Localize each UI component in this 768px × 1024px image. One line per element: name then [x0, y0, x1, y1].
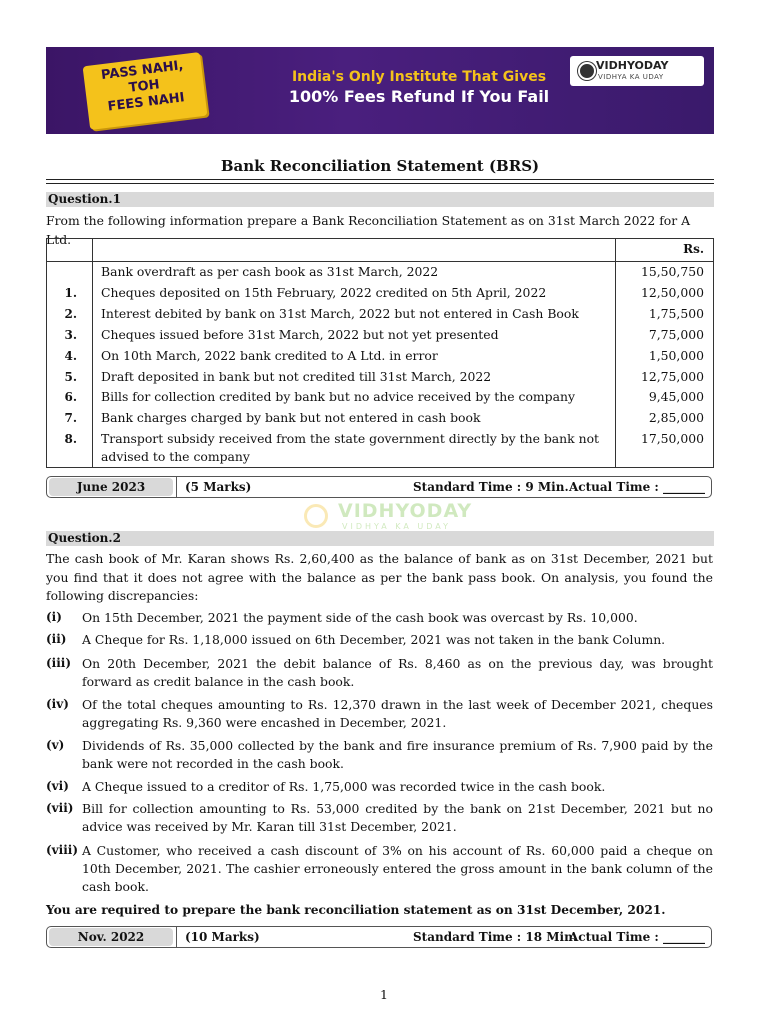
row-amount: 2,85,000 [648, 410, 704, 425]
row-number: 4. [64, 349, 77, 363]
sun-icon [304, 504, 328, 528]
watermark [298, 500, 473, 534]
actual-time: Actual Time : _______ [569, 480, 706, 494]
title-rule-bottom [46, 183, 714, 184]
logo-icon [578, 62, 596, 80]
row-amount: 1,50,000 [648, 348, 704, 363]
ribbon-text: PASS NAHI, TOH FEES NAHI [100, 58, 186, 115]
row-number: 3. [64, 328, 77, 342]
item-number: (viii) [46, 843, 79, 857]
item-text: Dividends of Rs. 35,000 collected by the bank and fire insurance premium of Rs. 7,900 paid by the bank were not recorded in the cash book. [82, 738, 713, 771]
row-number: 7. [64, 411, 77, 425]
row-description: Bank overdraft as per cash book as 31st March, 2022 [101, 264, 439, 279]
watermark-subtitle: VIDHYA KA UDAY [342, 522, 452, 531]
row-amount: 12,75,000 [640, 369, 704, 384]
question-2-info-bar [46, 926, 712, 948]
amount-header: Rs. [683, 242, 704, 256]
info-divider [176, 927, 177, 947]
question-1-table [46, 238, 714, 468]
question-2-label: Question.2 [46, 531, 714, 546]
question-1-label: Question.1 [46, 192, 714, 207]
row-description: Bank charges charged by bank but not entered in cash book [101, 410, 481, 425]
row-number: 1. [64, 286, 77, 300]
item-text: A Cheque issued to a creditor of Rs. 1,75,000 was recorded twice in the cash book. [82, 779, 606, 794]
row-description: On 10th March, 2022 bank credited to A Ltd. in error [101, 348, 438, 363]
item-text: On 20th December, 2021 the debit balance of Rs. 8,460 as on the previous day, was brought forward as credit balance in the cash book. [82, 656, 713, 689]
actual-time: Actual Time : _______ [569, 930, 706, 944]
row-amount: 15,50,750 [640, 264, 704, 279]
marks-label: (5 Marks) [185, 480, 252, 494]
row-amount: 12,50,000 [640, 285, 704, 300]
banner-tagline-1: India's Only Institute That Gives [291, 69, 547, 85]
row-amount: 17,50,000 [640, 431, 704, 446]
table-divider [92, 239, 93, 467]
item-number: (iii) [46, 656, 72, 670]
marks-label: (10 Marks) [185, 930, 260, 944]
standard-time: Standard Time : 9 Min. [413, 480, 569, 494]
watermark-name: VIDHYODAY [338, 500, 473, 522]
row-description: Transport subsidy received from the state government directly by the bank not advised to the company [101, 431, 600, 464]
row-number: 5. [64, 370, 77, 384]
question-1-info-bar [46, 476, 712, 498]
title-rule-top [46, 179, 714, 180]
item-number: (iv) [46, 697, 69, 711]
question-2-instruction: You are required to prepare the bank reconciliation statement as on 31st December, 2021. [46, 903, 666, 917]
item-number: (vii) [46, 801, 74, 815]
logo-subtitle: VIDHYA KA UDAY [598, 73, 664, 81]
row-number: 8. [64, 432, 77, 446]
item-number: (v) [46, 738, 65, 752]
item-text: Bill for collection amounting to Rs. 53,000 credited by the bank on 21st December, 2021 but no advice was received by Mr. Karan till 31st December, 2021. [82, 801, 713, 834]
exam-session: Nov. 2022 [49, 928, 173, 946]
row-description: Draft deposited in bank but not credited till 31st March, 2022 [101, 369, 492, 384]
row-description: Interest debited by bank on 31st March, 2022 but not entered in Cash Book [101, 306, 579, 321]
item-text: On 15th December, 2021 the payment side of the cash book was overcast by Rs. 10,000. [82, 610, 638, 625]
promo-banner [46, 47, 714, 134]
question-2-intro: The cash book of Mr. Karan shows Rs. 2,60,400 as the balance of bank as on 31st December, 2021 but you find that it does not agree with the balance as per the bank pass book. On analysis, you found the following discrepancies: [46, 551, 713, 603]
row-number: 6. [64, 390, 77, 404]
question-1-intro: From the following information prepare a Bank Reconciliation Statement as on 31st March 2022 for A Ltd. [46, 213, 691, 247]
item-number: (vi) [46, 779, 69, 793]
banner-tagline-2: 100% Fees Refund If You Fail [288, 87, 550, 106]
row-description: Cheques deposited on 15th February, 2022 credited on 5th April, 2022 [101, 285, 547, 300]
row-description: Cheques issued before 31st March, 2022 but not yet presented [101, 327, 499, 342]
item-number: (ii) [46, 632, 67, 646]
item-number: (i) [46, 610, 62, 624]
logo-name: VIDHYODAY [596, 59, 669, 72]
page-number: 1 [380, 987, 388, 1002]
item-text: A Customer, who received a cash discount of 3% on his account of Rs. 60,000 paid a cheque on 10th December, 2021. The cashier erroneously entered the gross amount in the bank column of the cash book. [82, 843, 713, 894]
row-description: Bills for collection credited by bank but no advice received by the company [101, 389, 575, 404]
row-amount: 1,75,500 [648, 306, 704, 321]
item-text: Of the total cheques amounting to Rs. 12,370 drawn in the last week of December 2021, cheques aggregating Rs. 9,360 were encashed in December, 2021. [82, 697, 713, 730]
row-amount: 9,45,000 [648, 389, 704, 404]
exam-session: June 2023 [49, 478, 173, 496]
row-amount: 7,75,000 [648, 327, 704, 342]
table-header-rule [47, 261, 713, 262]
item-text: A Cheque for Rs. 1,18,000 issued on 6th December, 2021 was not taken in the bank Column. [82, 632, 666, 647]
row-number: 2. [64, 307, 77, 321]
page-title: Bank Reconciliation Statement (BRS) [220, 157, 540, 175]
standard-time: Standard Time : 18 Min. [413, 930, 577, 944]
info-divider [176, 477, 177, 497]
